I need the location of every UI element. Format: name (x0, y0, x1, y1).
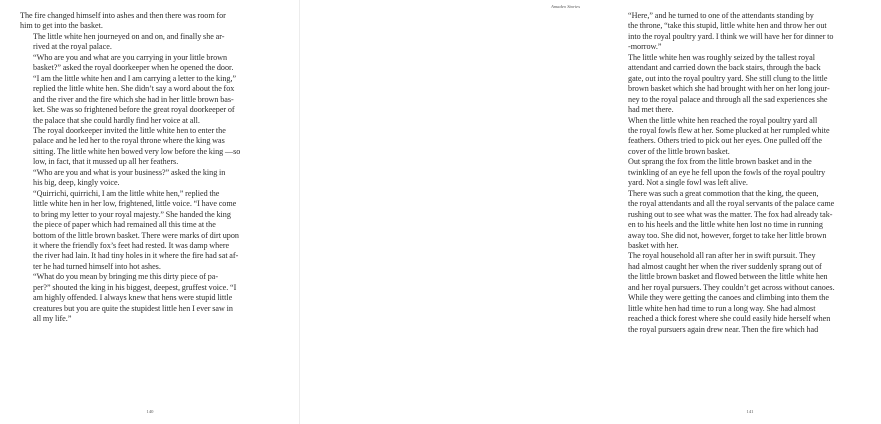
text-line: the piece of paper which had remained all this time at the (33, 220, 216, 230)
text-line: his big, deep, kingly voice. (33, 178, 120, 188)
text-line: gate, out into the royal poultry yard. She still clung to the little (628, 73, 828, 83)
text-line: “Who are you and what are you carrying in your little brown (33, 52, 228, 62)
text-line: cover of the little brown basket. (628, 146, 730, 156)
text-line: him to get into the basket. (20, 21, 103, 31)
text-line: little white hen had time to run a long way. She had almost (628, 303, 816, 313)
right-page-number: 141 (746, 409, 754, 414)
text-line: The little white hen journeyed on and on, and finally she ar- (33, 31, 225, 41)
text-line: it where the friendly fox’s feet had rested. It was damp where (33, 240, 230, 250)
text-line: and the river and the fire which she had in her little brown bas- (33, 94, 234, 104)
text-line: the royal fowls flew at her. Some plucked at her rumpled white (628, 125, 830, 135)
text-line: rived at the royal palace. (33, 42, 112, 52)
text-line: all my life.” (33, 314, 72, 324)
text-line: attendant and carried down the back stairs, through the back (628, 63, 821, 73)
text-line: and her royal pursuers. They couldn’t get across without canoes. (628, 282, 835, 292)
text-line: had met there. (628, 105, 674, 115)
paragraph (615, 116, 881, 158)
text-line: per?” shouted the king in his biggest, deepest, gruffest voice. “I (33, 282, 237, 292)
paragraph (615, 251, 881, 335)
paragraph (20, 11, 284, 32)
paragraph (615, 11, 881, 53)
text-line: When the little white hen reached the royal poultry yard all (628, 115, 818, 125)
text-line: “I am the little white hen and I am carrying a letter to the king,” (33, 73, 237, 83)
text-line: the river had lain. It had tiny holes in it where the fire had sat af- (33, 251, 239, 261)
text-line: basket with her. (628, 240, 679, 250)
text-line: basket?” asked the royal doorkeeper when he opened the door. (33, 63, 234, 73)
text-line: “What do you mean by bringing me this dirty piece of pa- (33, 272, 219, 282)
text-line: the throne, “take this stupid, little white hen and throw her out (628, 21, 827, 31)
text-line: “Here,” and he turned to one of the attendants standing by (628, 11, 814, 20)
paragraph (615, 157, 881, 188)
text-line: little white hen in her low, frightened, little voice. “I have come (33, 199, 237, 209)
text-line: palace and he led her to the royal throne where the king was (33, 136, 225, 146)
text-line: the royal pursuers again drew near. Then the fire which had (628, 324, 819, 334)
text-line: the royal attendants and all the royal servants of the palace came (628, 199, 835, 209)
paragraph (20, 126, 284, 168)
left-page-number: 140 (146, 409, 154, 414)
text-line: en to his heels and the little white hen lost no time in running (628, 220, 823, 230)
paragraph (615, 53, 881, 116)
text-line: The royal doorkeeper invited the little white hen to enter the (33, 125, 226, 135)
text-line: The royal household all ran after her in swift pursuit. They (628, 251, 816, 261)
text-line: reached a thick forest where she could easily hide herself when (628, 314, 831, 324)
text-line: rushing out to see what was the matter. The fox had already tak- (628, 209, 833, 219)
text-line: ter he had turned himself into hot ashes. (33, 261, 161, 271)
paragraph (20, 189, 284, 273)
text-line: The little white hen was roughly seized by the tallest royal (628, 52, 815, 62)
left-page-body (20, 11, 284, 325)
right-page (300, 0, 835, 424)
text-line: “Quirrichi, quirrichi, I am the little white hen,” replied the (33, 188, 220, 198)
paragraph (20, 53, 284, 126)
right-page-body (615, 11, 881, 335)
text-line: had almost caught her when the river suddenly sprang out of (628, 261, 822, 271)
text-line: While they were getting the canoes and climbing into them the (628, 293, 829, 303)
text-line: brown basket which she had brought with her on her long jour- (628, 84, 830, 94)
paragraph (20, 168, 284, 189)
text-line: bottom of the little brown basket. There were marks of dirt upon (33, 230, 239, 240)
paragraph (20, 272, 284, 324)
text-line: replied the little white hen. She didn’t say a word about the fox (33, 84, 235, 94)
text-line: away too. She did not, however, forget to take her little brown (628, 230, 827, 240)
text-line: low, in fact, that it mussed up all her feathers. (33, 157, 179, 167)
text-line: yard. Not a single fowl was left alive. (628, 178, 748, 188)
text-line: twinkling of an eye he fell upon the fowls of the royal poultry (628, 167, 826, 177)
left-page (0, 0, 300, 424)
text-line: There was such a great commotion that the king, the queen, (628, 188, 819, 198)
text-line: to bring my letter to your royal majesty.” She handed the king (33, 209, 231, 219)
paragraph (20, 32, 284, 53)
text-line: am highly offended. I always knew that hens were stupid little (33, 293, 233, 303)
text-line: Out sprang the fox from the little brown basket and in the (628, 157, 812, 167)
text-line: creatures but you are quite the stupidest little hen I ever saw in (33, 303, 233, 313)
text-line: sitting. The little white hen bowed very low before the king —so (33, 146, 241, 156)
running-head: Amadeo Stories (551, 4, 580, 9)
paragraph (615, 189, 881, 252)
text-line: “Who are you and what is your business?” asked the king in (33, 167, 226, 177)
text-line: The fire changed himself into ashes and then there was room for (20, 11, 226, 20)
text-line: the palace that she could hardly find her voice at all. (33, 115, 200, 125)
text-line: into the royal poultry yard. I think we will have her for dinner to (628, 31, 834, 41)
text-line: feathers. Others tried to pick out her eyes. One pulled off the (628, 136, 822, 146)
text-line: the little brown basket and flowed between the little white hen (628, 272, 828, 282)
text-line: ney to the royal palace and through all the sad experiences she (628, 94, 828, 104)
text-line: ket. She was so frightened before the great royal doorkeeper of (33, 105, 235, 115)
text-line: -morrow.” (628, 42, 662, 52)
